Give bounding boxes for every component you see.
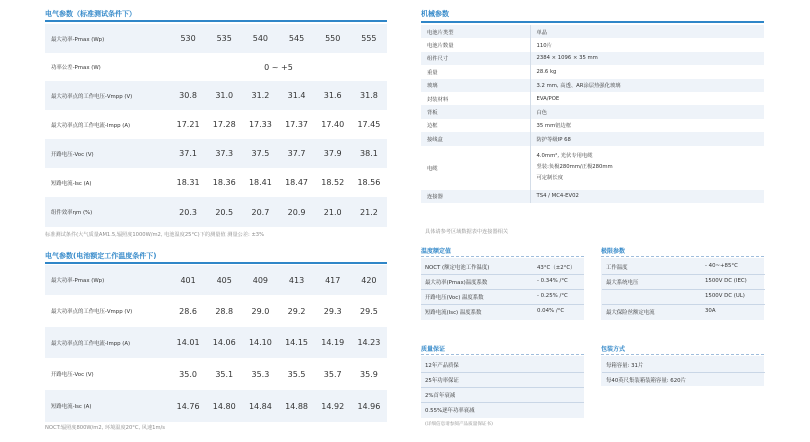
- stc-note: 标准测试条件(大气质量AM1.5,辐照度1000W/m2, 电池温度25°C)下的测量值 测量公差: ±3%: [45, 232, 265, 238]
- table-row: [421, 105, 764, 118]
- title-underline: [45, 20, 387, 22]
- mechanical-title: 机械参数: [421, 10, 449, 18]
- dashed-divider: [421, 256, 584, 257]
- row-value: 37.5: [242, 139, 278, 168]
- table-row: [421, 119, 764, 132]
- row-separator: [421, 372, 584, 373]
- row-value: 17.28: [212, 120, 236, 129]
- table-row: [421, 132, 764, 145]
- row-label: 功率公差-Pmax (W): [51, 65, 101, 71]
- row-label: 电缆: [427, 165, 438, 172]
- row-value: 14.10: [242, 327, 278, 358]
- row-value: 21.0: [315, 197, 351, 227]
- table-row: [45, 53, 387, 81]
- row-value: [530, 146, 764, 190]
- row-value: 37.1: [170, 139, 206, 168]
- mechanical-note: 具体请参考区域数据表中连接器相关: [425, 229, 509, 235]
- row-label: 组件效率ηm (%): [45, 197, 170, 227]
- row-value: - 40~+85°C: [705, 263, 738, 269]
- table-row: [45, 168, 387, 197]
- row-label: 连接器: [421, 190, 530, 203]
- table-row: [421, 146, 764, 190]
- row-value: 0.04% /°C: [537, 308, 565, 314]
- table-row: [421, 52, 764, 65]
- row-separator: [602, 372, 765, 373]
- row-value: 35.0: [179, 369, 197, 379]
- table-row: [45, 390, 387, 422]
- mechanical-table: [421, 25, 764, 203]
- table-row: [421, 65, 764, 78]
- row-value: 防护等级IP 68: [530, 132, 764, 145]
- row-label: 短路电流(Isc) 温度系数: [425, 310, 482, 316]
- row-value: 37.3: [206, 139, 242, 168]
- row-value: 413: [278, 265, 314, 295]
- row-value: 37.7: [278, 139, 314, 168]
- warranty-title: 质量保证: [421, 346, 446, 353]
- row-value: 30.8: [170, 81, 206, 110]
- row-label: 重量: [427, 69, 438, 76]
- temperature-title: 温度额定值: [421, 248, 452, 255]
- row-separator: [602, 289, 765, 290]
- row-value: 31.2: [242, 81, 278, 110]
- row-value: 38.1: [351, 139, 387, 168]
- row-label: 电池片数量: [427, 43, 454, 50]
- row-value: 20.7: [242, 197, 278, 227]
- row-label: 工作温度: [606, 265, 628, 271]
- table-row: [45, 265, 387, 295]
- row-value: 18.52: [321, 178, 345, 187]
- row-value: 29.5: [359, 306, 378, 316]
- row-value: 550: [315, 24, 351, 53]
- list-item: 25年功率保证: [425, 378, 459, 384]
- row-value: 37.9: [315, 139, 351, 168]
- row-label: 最大功率点的工作电流-Impp (A): [45, 327, 170, 358]
- row-label: 封装材料: [427, 96, 449, 103]
- row-value: 14.23: [351, 327, 387, 358]
- row-value: 28.6 kg: [530, 65, 764, 78]
- row-value: 17.40: [321, 120, 345, 129]
- table-row: [45, 295, 387, 327]
- list-item: 0.55%逐年功率衰减: [425, 408, 475, 414]
- row-label: 边框: [427, 123, 438, 130]
- row-value: 31.8: [351, 81, 387, 110]
- electrical-noct-title: 电气参数(电池额定工作温度条件下): [45, 252, 157, 260]
- row-separator: [602, 304, 765, 305]
- row-value: 14.88: [278, 390, 314, 422]
- table-row: [45, 139, 387, 168]
- row-value: 29.3: [323, 306, 342, 316]
- row-value: 535: [206, 24, 242, 53]
- table-row: [421, 190, 764, 203]
- row-value: 17.45: [357, 120, 381, 129]
- row-value: 31.4: [278, 81, 314, 110]
- row-value: 110片: [530, 38, 764, 51]
- row-value: 18.56: [357, 178, 381, 187]
- row-value: 18.47: [285, 178, 308, 187]
- row-label: 组件尺寸: [421, 52, 530, 65]
- table-row: [45, 197, 387, 227]
- row-value: 35.9: [359, 369, 378, 379]
- row-value: 540: [242, 24, 278, 53]
- row-value: 21.2: [351, 197, 387, 227]
- row-value: 29.2: [287, 306, 306, 316]
- list-item: 2%首年衰减: [425, 393, 456, 399]
- row-value: 14.84: [242, 390, 278, 422]
- electrical-stc-title: 电气参数（标准测试条件下）: [45, 10, 136, 18]
- row-value: 555: [351, 24, 387, 53]
- dashed-divider: [601, 354, 764, 355]
- limits-title: 极限参数: [601, 248, 626, 255]
- row-value: 31.0: [206, 81, 242, 110]
- row-value: - 0.34% /°C: [537, 278, 568, 284]
- row-value: 401: [170, 265, 206, 295]
- row-label: 最大功率-Pmax (Wp): [45, 265, 170, 295]
- row-separator: [421, 289, 584, 290]
- row-value: 17.33: [248, 120, 272, 129]
- row-label: 接线盒: [421, 132, 530, 145]
- row-value: 18.41: [248, 178, 272, 187]
- dashed-divider: [421, 354, 584, 355]
- value-line: 竖装:负极280mm/正极280mm: [536, 164, 613, 171]
- row-value: 14.15: [278, 327, 314, 358]
- row-value: EVA/POE: [530, 92, 764, 105]
- dashed-divider: [601, 256, 764, 257]
- row-label: 最大系统电压: [606, 280, 639, 286]
- row-separator: [421, 304, 584, 305]
- table-row: [421, 25, 764, 38]
- row-value: 409: [242, 265, 278, 295]
- row-value: 43°C（±2°C）: [537, 265, 576, 271]
- list-item: 每箱容量: 31片: [606, 363, 644, 369]
- row-value: 35.5: [287, 369, 306, 379]
- table-row: [421, 38, 764, 51]
- row-value: 白色: [530, 105, 764, 118]
- row-separator: [421, 387, 584, 388]
- row-value: 29.0: [251, 306, 270, 316]
- row-value: 3.2 mm, 高透、AR涂层热强化玻璃: [530, 79, 764, 92]
- list-item: 12年产品质保: [425, 363, 459, 369]
- row-value: 14.19: [315, 327, 351, 358]
- row-label: 短路电流-Isc (A): [51, 180, 92, 187]
- row-value: 31.6: [315, 81, 351, 110]
- row-label: NOCT (额定电池工作温度): [425, 265, 490, 271]
- row-value: 30A: [705, 308, 716, 314]
- row-value: 1500V DC (IEC): [705, 278, 747, 284]
- row-label: 最大功率-Pmax (Wp): [45, 24, 170, 53]
- warranty-note: (详细信息请参阅产品质量保证书): [425, 422, 493, 427]
- table-row: [421, 79, 764, 92]
- row-value: 14.96: [351, 390, 387, 422]
- row-value: 20.5: [206, 197, 242, 227]
- row-label: 最大功率点的工作电流-Impp (A): [51, 122, 131, 129]
- row-value: 14.06: [206, 327, 242, 358]
- row-value: 35.7: [323, 369, 342, 379]
- value-line: 可定制长度: [536, 175, 563, 182]
- electrical-noct-table: [45, 265, 387, 422]
- row-value: 17.21: [176, 120, 200, 129]
- row-value: 14.76: [170, 390, 206, 422]
- table-row: [421, 92, 764, 105]
- row-label: 最大保险丝额定电流: [606, 310, 655, 316]
- table-row: [45, 358, 387, 390]
- row-value: 1500V DC (UL): [705, 293, 745, 299]
- packaging-title: 包装方式: [601, 346, 626, 353]
- row-label: 背板: [421, 105, 530, 118]
- row-value: 405: [206, 265, 242, 295]
- row-value: 35.3: [251, 369, 270, 379]
- row-value: 28.8: [215, 306, 234, 316]
- table-row: [45, 24, 387, 53]
- row-value: 20.3: [170, 197, 206, 227]
- row-value: 18.36: [212, 178, 236, 187]
- row-separator: [421, 402, 584, 403]
- row-value: 14.80: [206, 390, 242, 422]
- row-value: TS4 / MC4-EV02: [530, 190, 764, 203]
- row-label: 最大功率点的工作电压-Vmpp (V): [45, 81, 170, 110]
- value-line: 4.0mm², 光伏专用电缆: [536, 153, 593, 160]
- noct-note: NOCT:辐照度800W/m2, 环境温度20°C, 风速1m/s: [45, 425, 165, 431]
- row-label: 短路电流-Isc (A): [45, 390, 170, 422]
- row-label: 玻璃: [421, 79, 530, 92]
- row-value: 18.31: [176, 178, 200, 187]
- row-label: 最大功率(Pmax)温度系数: [425, 280, 488, 286]
- row-value: 545: [278, 24, 314, 53]
- row-value: 单晶: [530, 25, 764, 38]
- table-row: [45, 110, 387, 139]
- row-value: 417: [315, 265, 351, 295]
- row-value: 20.9: [278, 197, 314, 227]
- list-item: 每40英尺集装箱装箱容量: 620片: [606, 378, 686, 384]
- row-label: 电池片类型: [421, 25, 530, 38]
- row-value: 35 mm铝边框: [530, 119, 764, 132]
- row-value: 530: [170, 24, 206, 53]
- row-value: - 0.25% /°C: [537, 293, 568, 299]
- row-separator: [602, 274, 765, 275]
- table-row: [45, 81, 387, 110]
- row-value: 14.01: [170, 327, 206, 358]
- row-label: 开路电压(Voc) 温度系数: [425, 295, 484, 301]
- row-value: 17.37: [285, 120, 308, 129]
- row-separator: [421, 274, 584, 275]
- table-row: [45, 327, 387, 358]
- row-value: 14.92: [315, 390, 351, 422]
- title-underline: [45, 262, 387, 264]
- row-value: 35.1: [215, 369, 234, 379]
- row-label: 最大功率点的工作电压-Vmpp (V): [51, 309, 133, 315]
- title-underline: [421, 21, 764, 23]
- row-value: 2384 × 1096 × 35 mm: [530, 52, 764, 65]
- electrical-stc-table: [45, 24, 387, 227]
- row-label: 开路电压-Voc (V): [45, 139, 170, 168]
- row-label: 开路电压-Voc (V): [51, 372, 94, 378]
- row-value: 420: [351, 265, 387, 295]
- row-value: 28.6: [179, 306, 197, 316]
- row-value: 0 ~ +5: [264, 62, 293, 72]
